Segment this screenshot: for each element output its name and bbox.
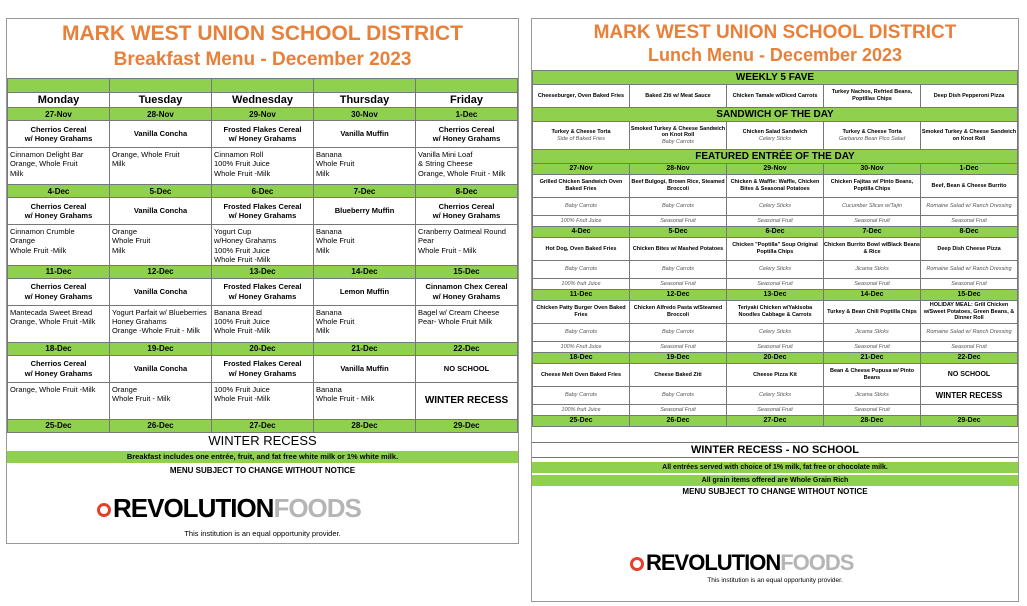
date-cell: 15-Dec	[921, 290, 1018, 301]
entree-cell: Chicken Alfredo Pasta w/Steamed Broccoli	[630, 301, 727, 324]
veg-row	[533, 198, 1018, 216]
breakfast-notice: MENU SUBJECT TO CHANGE WITHOUT NOTICE	[169, 465, 356, 475]
date-row	[533, 164, 1018, 175]
date-cell: 30-Nov	[824, 164, 921, 175]
entree-cell: Cherrios Cereal w/ Honey Grahams	[416, 121, 518, 148]
date-cell: 14-Dec	[314, 265, 416, 278]
entree-cell: Cherrios Cereal w/ Honey Grahams	[416, 198, 518, 225]
veg-row	[533, 261, 1018, 279]
entree-row	[8, 198, 518, 225]
entree-cell: Blueberry Muffin	[314, 198, 416, 225]
entree-cell: Cherrios Cereal w/ Honey Grahams	[8, 278, 110, 305]
fruit-cell: 100% fruit Juice	[533, 279, 630, 290]
entree-row	[8, 278, 518, 305]
entree-cell: Chicken "Poptilla" Soup Original Poptilla Chips	[727, 238, 824, 261]
veg-cell: Romaine Salad w/ Ranch Dressing	[921, 198, 1018, 216]
fruit-cell: Seasonal Fruit	[630, 342, 727, 353]
date-cell: 29-Nov	[727, 164, 824, 175]
fruit-cell: Seasonal Fruit	[921, 279, 1018, 290]
fave-header	[533, 71, 1018, 85]
sides-row	[8, 225, 518, 266]
sandwich-side: Baby Carrots	[661, 138, 695, 145]
day-header: Tuesday	[110, 93, 212, 108]
date-cell: 8-Dec	[921, 227, 1018, 238]
fruit-cell: 100% fruit Juice	[533, 405, 630, 416]
fave-cell: Deep Dish Pepperoni Pizza	[921, 85, 1018, 108]
date-cell: 12-Dec	[110, 265, 212, 278]
day-header: Friday	[416, 93, 518, 108]
fave-cell: Chicken Tamale w/Diced Carrots	[727, 85, 824, 108]
entree-cell: Cinnamon Chex Cereal w/ Honey Grahams	[416, 278, 518, 305]
sides-cell: Cranberry Oatmeal Round Pear Whole Fruit - Milk	[416, 225, 518, 266]
date-cell: 29-Dec	[416, 419, 518, 432]
entree-row	[8, 121, 518, 148]
entree-row	[533, 301, 1018, 324]
date-row	[8, 419, 518, 432]
lunch-menu-title: Lunch Menu - December 2023	[647, 45, 903, 65]
veg-cell: WINTER RECESS	[921, 387, 1018, 405]
date-cell: 1-Dec	[416, 108, 518, 121]
entree-row	[533, 238, 1018, 261]
sandwich-cell	[824, 122, 921, 150]
breakfast-menu-panel	[6, 18, 519, 544]
entree-cell: Lemon Muffin	[314, 278, 416, 305]
sandwich-row	[533, 122, 1018, 150]
date-cell: 19-Dec	[110, 342, 212, 355]
date-row	[8, 185, 518, 198]
veg-cell: Jicama Sticks	[824, 387, 921, 405]
entree-cell: Cheese Baked Ziti	[630, 364, 727, 387]
entree-cell: Grilled Chicken Sandwich Oven Baked Fries	[533, 175, 630, 198]
fruit-row	[533, 342, 1018, 353]
date-cell: 11-Dec	[8, 265, 110, 278]
date-cell: 6-Dec	[212, 185, 314, 198]
sides-cell: Banana Bread 100% Fruit Juice Whole Fruit -Milk	[212, 305, 314, 342]
apple-icon	[630, 557, 644, 571]
day-header: Wednesday	[212, 93, 314, 108]
veg-cell: Celery Sticks	[727, 198, 824, 216]
veg-cell: Romaine Salad w/ Ranch Dressing	[921, 261, 1018, 279]
veg-cell: Jicama Sticks	[824, 324, 921, 342]
entree-row	[8, 355, 518, 382]
fruit-cell: Seasonal Fruit	[727, 216, 824, 227]
revolution-foods-logo-lunch: REVOLUTIONFOODS	[630, 550, 853, 576]
sandwich-side: Side of Baked Fries	[557, 135, 605, 142]
fruit-cell: Seasonal Fruit	[630, 405, 727, 416]
date-row	[533, 290, 1018, 301]
entree-cell: Chicken & Waffle: Waffle, Chicken Bites & Seasonal Potatoes	[727, 175, 824, 198]
entree-cell: Chicken Fajitas w/ Pinto Beans, Poptilla Chips	[824, 175, 921, 198]
date-cell: 28-Nov	[110, 108, 212, 121]
fave-header-label: WEEKLY 5 FAVE	[533, 71, 1018, 85]
breakfast-table	[7, 78, 518, 433]
fave-row	[533, 85, 1018, 108]
date-row	[8, 108, 518, 121]
sandwich-cell	[921, 122, 1018, 150]
sides-row	[8, 305, 518, 342]
veg-cell: Baby Carrots	[533, 387, 630, 405]
sandwich-name: Smoked Turkey & Cheese Sandwich on Knot Roll	[630, 125, 726, 139]
entree-cell: HOLIDAY MEAL: Grill Chicken w/Sweet Potatoes, Green Beans, & Dinner Roll	[921, 301, 1018, 324]
fruit-cell: Seasonal Fruit	[630, 216, 727, 227]
date-row	[533, 227, 1018, 238]
date-cell: 27-Dec	[212, 419, 314, 432]
entree-cell: Cherrios Cereal w/ Honey Grahams	[8, 121, 110, 148]
entree-cell: Deep Dish Cheese Pizza	[921, 238, 1018, 261]
veg-cell: Baby Carrots	[630, 387, 727, 405]
date-row	[533, 416, 1018, 427]
sides-cell: Cinnamon Roll 100% Fruit Juice Whole Fruit -Milk	[212, 148, 314, 185]
veg-cell: Celery Sticks	[727, 387, 824, 405]
date-cell: 4-Dec	[533, 227, 630, 238]
veg-cell: Baby Carrots	[533, 261, 630, 279]
date-cell: 26-Dec	[110, 419, 212, 432]
entree-cell: Bean & Cheese Pupusa w/ Pinto Beans	[824, 364, 921, 387]
entree-cell: Chicken Patty Burger Oven Baked Fries	[533, 301, 630, 324]
veg-cell: Celery Sticks	[727, 261, 824, 279]
entree-cell: Frosted Flakes Cereal w/ Honey Grahams	[212, 278, 314, 305]
fruit-cell: Seasonal Fruit	[824, 279, 921, 290]
date-cell: 11-Dec	[533, 290, 630, 301]
fruit-cell: Seasonal Fruit	[727, 405, 824, 416]
entree-cell: Cherrios Cereal w/ Honey Grahams	[8, 198, 110, 225]
veg-cell: Baby Carrots	[630, 261, 727, 279]
sandwich-cell	[630, 122, 727, 150]
date-row	[8, 342, 518, 355]
entree-cell: Vanilla Concha	[110, 355, 212, 382]
sides-cell: Banana Whole Fruit Milk	[314, 225, 416, 266]
sides-cell: Banana Whole Fruit Milk	[314, 305, 416, 342]
sandwich-name: Chicken Salad Sandwich	[742, 128, 808, 135]
sides-cell: Mantecada Sweet Bread Orange, Whole Fruit -Milk	[8, 305, 110, 342]
entree-cell: Cheese Melt Oven Baked Fries	[533, 364, 630, 387]
sandwich-side: Garbanzo Bean Pico Salad	[838, 135, 906, 142]
entree-cell: Chicken Bites w/ Mashed Potatoes	[630, 238, 727, 261]
day-header: Monday	[8, 93, 110, 108]
fave-cell: Baked Ziti w/ Meat Sauce	[630, 85, 727, 108]
date-cell: 28-Dec	[824, 416, 921, 427]
lunch-notice: MENU SUBJECT TO CHANGE WITHOUT NOTICE	[682, 487, 868, 496]
fruit-cell: Seasonal Fruit	[921, 216, 1018, 227]
sides-cell: Banana Whole Fruit Milk	[314, 148, 416, 185]
date-cell: 29-Dec	[921, 416, 1018, 427]
date-cell: 27-Nov	[8, 108, 110, 121]
breakfast-equal-opportunity: This institution is an equal opportunity provider.	[184, 529, 341, 538]
date-cell: 28-Dec	[314, 419, 416, 432]
breakfast-days-row	[8, 93, 518, 108]
sandwich-header-label: SANDWICH OF THE DAY	[533, 108, 1018, 122]
fruit-row	[533, 216, 1018, 227]
sides-cell: Yogurt Parfait w/ Blueberries Honey Grahams Orange -Whole Fruit - Milk	[110, 305, 212, 342]
entree-cell: Vanilla Muffin	[314, 355, 416, 382]
date-cell: 28-Nov	[630, 164, 727, 175]
date-cell: 4-Dec	[8, 185, 110, 198]
entree-cell: NO SCHOOL	[416, 355, 518, 382]
entree-row	[533, 175, 1018, 198]
veg-cell: Baby Carrots	[630, 324, 727, 342]
sides-cell: Orange, Whole Fruit -Milk	[8, 382, 110, 419]
sides-cell: Yogurt Cup w/Honey Grahams 100% Fruit Juice Whole Fruit -Milk	[212, 225, 314, 266]
sides-cell: 100% Fruit Juice Whole Fruit -Milk	[212, 382, 314, 419]
featured-header-label: FEATURED ENTRÉE OF THE DAY	[533, 150, 1018, 164]
day-header: Thursday	[314, 93, 416, 108]
date-cell: 13-Dec	[727, 290, 824, 301]
sides-cell: Orange Whole Fruit Milk	[110, 225, 212, 266]
date-cell: 20-Dec	[212, 342, 314, 355]
entree-cell: Frosted Flakes Cereal w/ Honey Grahams	[212, 121, 314, 148]
veg-cell: Baby Carrots	[533, 198, 630, 216]
date-cell: 7-Dec	[314, 185, 416, 198]
sides-cell: Orange, Whole Fruit Milk	[110, 148, 212, 185]
date-cell: 27-Nov	[533, 164, 630, 175]
date-row	[533, 353, 1018, 364]
lunch-grain-note: All grain items offered are Whole Grain Rich	[532, 475, 1018, 486]
fruit-cell: Seasonal Fruit	[824, 342, 921, 353]
veg-cell: Baby Carrots	[533, 324, 630, 342]
entree-cell: Frosted Flakes Cereal w/ Honey Grahams	[212, 355, 314, 382]
entree-cell: Turkey & Bean Chili Poptilla Chips	[824, 301, 921, 324]
veg-row	[533, 387, 1018, 405]
breakfast-recess-label: WINTER RECESS	[208, 432, 317, 448]
date-cell: 20-Dec	[727, 353, 824, 364]
date-cell: 21-Dec	[824, 353, 921, 364]
entree-cell: Beef Bulgogi, Brown Rice, Steamed Broccoli	[630, 175, 727, 198]
date-cell: 22-Dec	[921, 353, 1018, 364]
date-cell: 18-Dec	[8, 342, 110, 355]
fruit-cell: Seasonal Fruit	[824, 216, 921, 227]
lunch-equal-opportunity: This institution is an equal opportunity provider.	[707, 577, 843, 584]
veg-cell: Celery Sticks	[727, 324, 824, 342]
fruit-row	[533, 405, 1018, 416]
date-row	[8, 265, 518, 278]
sandwich-header	[533, 108, 1018, 122]
sandwich-side: Celery Sticks	[758, 135, 792, 142]
sides-cell: Bagel w/ Cream Cheese Pear- Whole Fruit Milk	[416, 305, 518, 342]
sides-cell: Cinnamon Crumble Orange Whole Fruit -Milk	[8, 225, 110, 266]
date-cell: 25-Dec	[533, 416, 630, 427]
date-cell: 1-Dec	[921, 164, 1018, 175]
entree-cell: Vanilla Muffin	[314, 121, 416, 148]
date-cell: 25-Dec	[8, 419, 110, 432]
veg-row	[533, 324, 1018, 342]
date-cell: 7-Dec	[824, 227, 921, 238]
entree-cell: Vanilla Concha	[110, 278, 212, 305]
date-cell: 27-Dec	[727, 416, 824, 427]
veg-cell: Romaine Salad w/ Ranch Dressing	[921, 324, 1018, 342]
fruit-cell	[921, 405, 1018, 416]
breakfast-menu-title: Breakfast Menu - December 2023	[113, 49, 412, 70]
sides-cell: Vanilla Mini Loaf & String Cheese Orange, Whole Fruit - Milk	[416, 148, 518, 185]
date-cell: 5-Dec	[630, 227, 727, 238]
sides-cell: Cinnamon Delight Bar Orange, Whole Fruit Milk	[8, 148, 110, 185]
lunch-recess-label: WINTER RECESS - NO SCHOOL	[532, 442, 1018, 458]
lunch-table	[532, 70, 1018, 427]
entree-cell: Cherrios Cereal w/ Honey Grahams	[8, 355, 110, 382]
apple-icon	[97, 503, 111, 517]
sides-row	[8, 382, 518, 419]
breakfast-note: Breakfast includes one entrée, fruit, and fat free white milk or 1% white milk.	[7, 451, 518, 463]
entree-cell: Vanilla Concha	[110, 198, 212, 225]
featured-header	[533, 150, 1018, 164]
sides-cell: Banana Whole Fruit - Milk	[314, 382, 416, 419]
date-cell: 21-Dec	[314, 342, 416, 355]
lunch-district-title: MARK WEST UNION SCHOOL DISTRICT	[593, 22, 957, 43]
fruit-cell: Seasonal Fruit	[824, 405, 921, 416]
fruit-cell: Seasonal Fruit	[630, 279, 727, 290]
lunch-menu-panel	[531, 18, 1019, 602]
date-cell: 13-Dec	[212, 265, 314, 278]
date-cell: 30-Nov	[314, 108, 416, 121]
entree-cell: NO SCHOOL	[921, 364, 1018, 387]
fruit-cell: Seasonal Fruit	[727, 342, 824, 353]
date-cell: 26-Dec	[630, 416, 727, 427]
fruit-cell: 100% Fruit Juice	[533, 216, 630, 227]
entree-cell: Teriyaki Chicken w/Yakisoba Noodles Cabbage & Carrots	[727, 301, 824, 324]
fruit-cell: Seasonal Fruit	[727, 279, 824, 290]
entree-cell: Beef, Bean & Cheese Burrito	[921, 175, 1018, 198]
lunch-milk-note: All entrées served with choice of 1% milk, fat free or chocolate milk.	[532, 462, 1018, 473]
entree-cell: Frosted Flakes Cereal w/ Honey Grahams	[212, 198, 314, 225]
sandwich-name: Turkey & Cheese Torta	[551, 128, 611, 135]
entree-cell: Chicken Burrito Bowl w/Black Beans & Rice	[824, 238, 921, 261]
date-cell: 12-Dec	[630, 290, 727, 301]
sandwich-cell	[533, 122, 630, 150]
veg-cell: Baby Carrots	[630, 198, 727, 216]
sides-cell: Orange Whole Fruit - Milk	[110, 382, 212, 419]
date-cell: 5-Dec	[110, 185, 212, 198]
veg-cell: Jicama Sticks	[824, 261, 921, 279]
fruit-cell: 100% Fruit Juice	[533, 342, 630, 353]
fruit-cell: Seasonal Fruit	[921, 342, 1018, 353]
fave-cell: Turkey Nachos, Refried Beans, Poptillas Chips	[824, 85, 921, 108]
fruit-row	[533, 279, 1018, 290]
date-cell: 15-Dec	[416, 265, 518, 278]
sides-cell: WINTER RECESS	[416, 382, 518, 419]
date-cell: 8-Dec	[416, 185, 518, 198]
sandwich-name: Turkey & Cheese Torta	[842, 128, 902, 135]
date-cell: 6-Dec	[727, 227, 824, 238]
date-cell: 19-Dec	[630, 353, 727, 364]
sandwich-cell	[727, 122, 824, 150]
date-cell: 29-Nov	[212, 108, 314, 121]
fave-cell: Cheeseburger, Oven Baked Fries	[533, 85, 630, 108]
veg-cell: Cucumber Slices w/Tajin	[824, 198, 921, 216]
date-cell: 14-Dec	[824, 290, 921, 301]
revolution-foods-logo: REVOLUTIONFOODS	[97, 493, 361, 524]
entree-cell: Hot Dog, Oven Baked Fries	[533, 238, 630, 261]
entree-cell: Vanilla Concha	[110, 121, 212, 148]
sandwich-name: Smoked Turkey & Cheese Sandwich on Knot Roll	[921, 128, 1017, 142]
sides-row	[8, 148, 518, 185]
breakfast-district-title: MARK WEST UNION SCHOOL DISTRICT	[62, 22, 463, 45]
entree-cell: Cheese Pizza Kit	[727, 364, 824, 387]
date-cell: 22-Dec	[416, 342, 518, 355]
entree-row	[533, 364, 1018, 387]
date-cell: 18-Dec	[533, 353, 630, 364]
